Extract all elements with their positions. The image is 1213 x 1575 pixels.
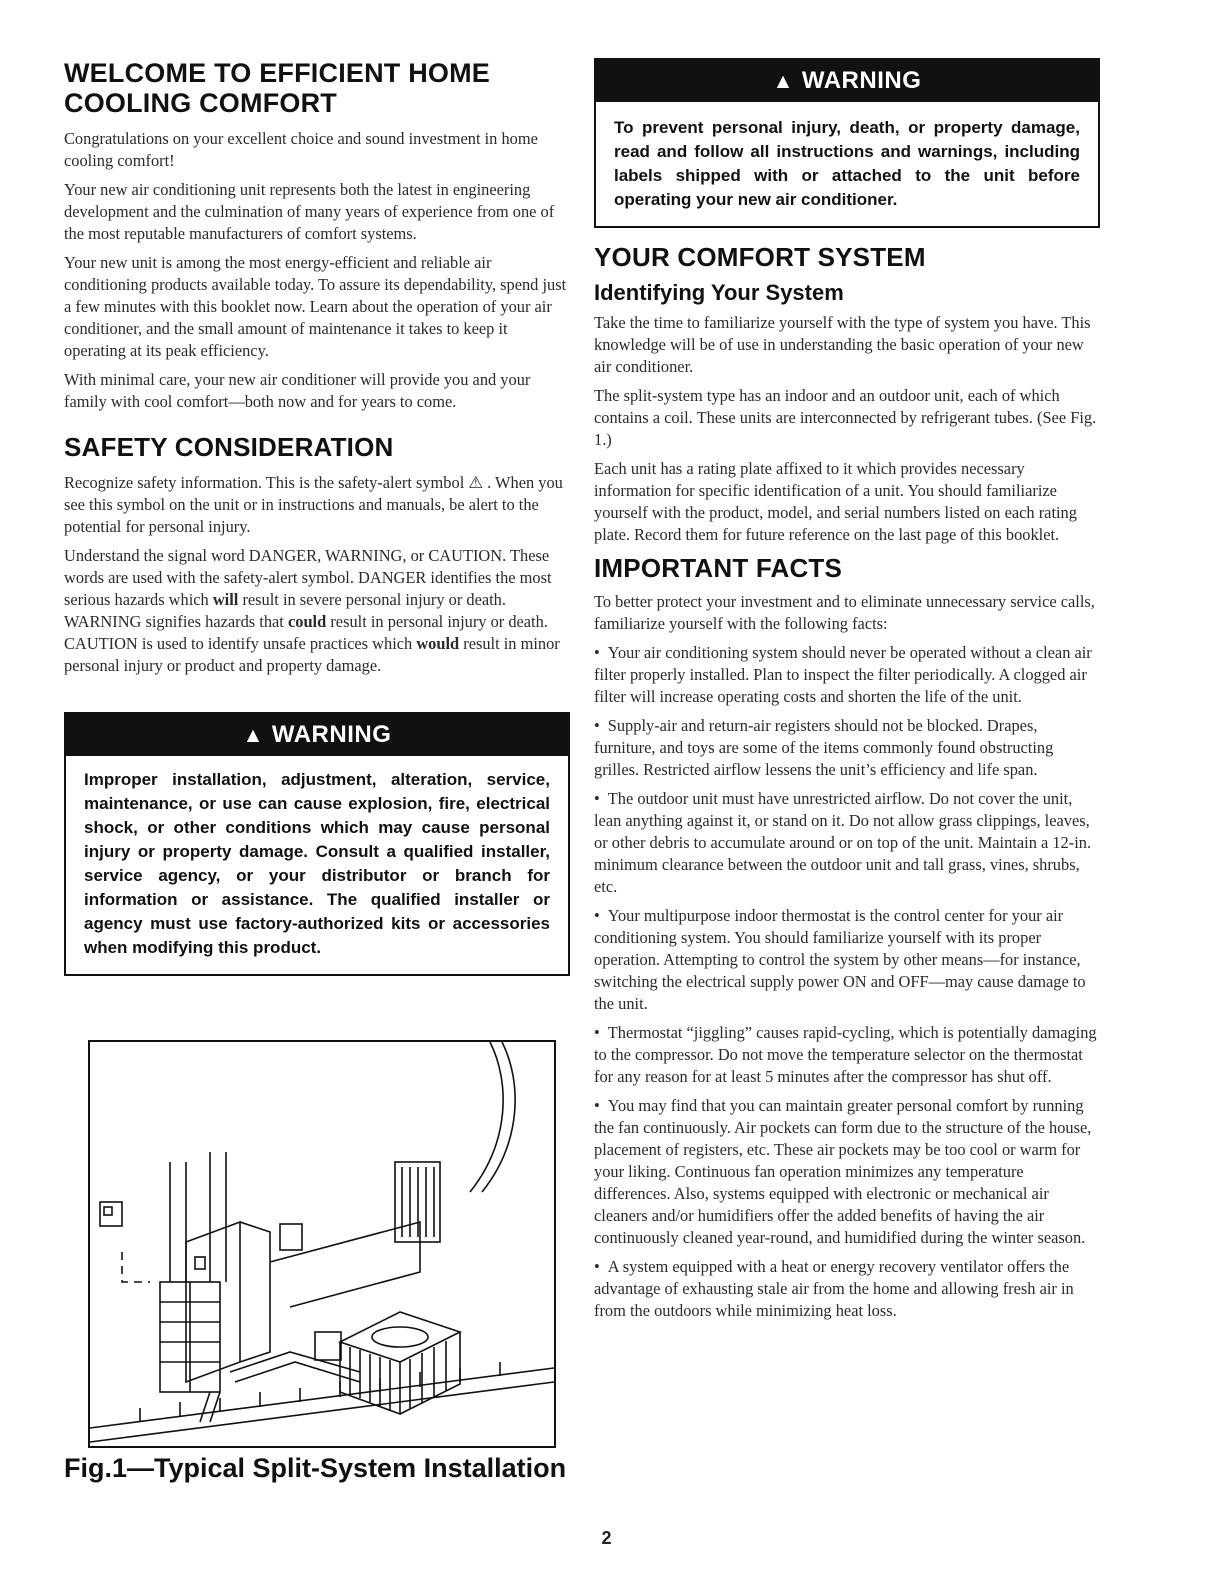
fact-item: • Your multipurpose indoor thermostat is the control center for your air conditioning system. You should familiarize yourself with its proper operation. Attempting to control the system by other means—for instance, switching the electrical supply power ON and OFF—may cause damage to the unit. bbox=[594, 905, 1100, 1015]
warning-triangle-icon: ▲ bbox=[772, 70, 794, 93]
safety-paragraph-signal-words: Understand the signal word DANGER, WARNING, or CAUTION. These words are used with the safety-alert symbol. DANGER identifies the most serious hazards which will result in severe personal injury or death. WARNING signifies hazards that could result in personal injury or death. CAUTION is used to identify unsafe practices which would result in minor personal injury or product and property damage. bbox=[64, 546, 560, 675]
welcome-paragraph: Congratulations on your excellent choice and sound investment in home cooling comfort! bbox=[64, 129, 538, 170]
facts-intro: To better protect your investment and to eliminate unnecessary service calls, familiarize yourself with the following facts: bbox=[594, 592, 1095, 633]
fact-item: • The outdoor unit must have unrestricted airflow. Do not cover the unit, lean anything against it, or stand on it. Do not allow grass clippings, leaves, or other debris to accumulate around or on top of the unit. Maintain a 12-in. minimum clearance between the outdoor unit and tall grass, vines, shrubs, etc. bbox=[594, 788, 1100, 898]
installation-diagram bbox=[90, 1042, 554, 1446]
warning-body: Improper installation, adjustment, alteration, service, maintenance, or use can cause explosion, fire, electrical shock, or other conditions which may cause personal injury or property damage. Consult a qualified installer, service agency, or your distributor or branch for information or assistance. The qualified installer or agency must use factory-authorized kits or accessories when modifying this product. bbox=[84, 770, 550, 957]
left-column bbox=[64, 58, 570, 976]
comfort-subtitle: Identifying Your System bbox=[594, 280, 844, 305]
fact-item: • Your air conditioning system should never be operated without a clean air filter properly installed. Plan to inspect the filter periodically. A clogged air filter will increase operating costs and shorten the life of the unit. bbox=[594, 642, 1100, 708]
safety-paragraph: Recognize safety information. This is the safety-alert symbol ⚠ . When you see this symbol on the unit or in instructions and manuals, be alert to the potential for personal injury. bbox=[64, 473, 563, 536]
split-system-illustration bbox=[88, 1040, 556, 1448]
welcome-paragraph: Your new unit is among the most energy-efficient and reliable air conditioning products available today. To assure its dependability, spend just a few minutes with this booklet now. Learn about the operation of your air conditioner, and the small amount of maintenance it takes to keep it operating at its peak efficiency. bbox=[64, 253, 567, 360]
welcome-paragraph: Your new air conditioning unit represents both the latest in engineering development and the culmination of many years of experience from one of the most reputable manufacturers of comfort systems. bbox=[64, 180, 555, 243]
warning-body: To prevent personal injury, death, or property damage, read and follow all instructions and warnings, including labels shipped with or attached to the unit before operating your new air conditioner. bbox=[614, 118, 1080, 209]
welcome-paragraph: With minimal care, your new air conditioner will provide you and your family with cool comfort—both now and for years to come. bbox=[64, 370, 531, 411]
fact-item: • Supply-air and return-air registers should not be blocked. Drapes, furniture, and toys are some of the items commonly found obstructing grilles. Restricted airflow lessens the unit’s efficiency and life span. bbox=[594, 715, 1100, 781]
fact-item: • You may find that you can maintain greater personal comfort by running the fan continuously. Air pockets can form due to the structure of the house, placement of registers, etc. These air pockets may be too cool or warm for your liking. Continuous fan operation minimizes any temperature differences. Also, systems equipped with electronic or mechanical air cleaners and/or humidifiers offer the added benefits of having the air continuously cleaned year-round, and humidified during the winter season. bbox=[594, 1095, 1100, 1249]
warning-box-installation bbox=[64, 712, 570, 976]
fact-item: • A system equipped with a heat or energy recovery ventilator offers the advantage of exhausting stale air from the home and allowing fresh air in from the outdoors while minimizing heat loss. bbox=[594, 1256, 1100, 1322]
comfort-paragraph: Take the time to familiarize yourself with the type of system you have. This knowledge will be of use in understanding the basic operation of your new air conditioner. bbox=[594, 313, 1091, 376]
comfort-paragraph: Each unit has a rating plate affixed to it which provides necessary information for specific identification of a unit. You should familiarize yourself with the product, model, and serial numbers listed on each rating plate. Record them for future reference on the last page of this booklet. bbox=[594, 459, 1077, 544]
comfort-title: YOUR COMFORT SYSTEM bbox=[594, 242, 926, 272]
warning-header: ▲ WARNING bbox=[66, 714, 568, 756]
safety-title: SAFETY CONSIDERATION bbox=[64, 432, 394, 462]
comfort-paragraph: The split-system type has an indoor and an outdoor unit, each of which contains a coil. These units are interconnected by refrigerant tubes. (See Fig. 1.) bbox=[594, 386, 1097, 449]
warning-triangle-icon: ▲ bbox=[242, 724, 264, 747]
facts-title: IMPORTANT FACTS bbox=[594, 553, 843, 583]
figure-caption: Fig.1—Typical Split-System Installation bbox=[64, 1453, 567, 1483]
fact-item: • Thermostat “jiggling” causes rapid-cycling, which is potentially damaging to the compressor. Do not move the temperature selector on the thermostat for any reason for at least 5 minutes after the compressor has shut off. bbox=[594, 1022, 1100, 1088]
warning-header: ▲ WARNING bbox=[596, 60, 1098, 102]
warning-box-instructions bbox=[594, 58, 1100, 228]
right-column bbox=[594, 58, 1100, 1329]
welcome-title: WELCOME TO EFFICIENT HOME COOLING COMFORT bbox=[64, 58, 490, 118]
page-number: 2 bbox=[601, 1528, 612, 1548]
